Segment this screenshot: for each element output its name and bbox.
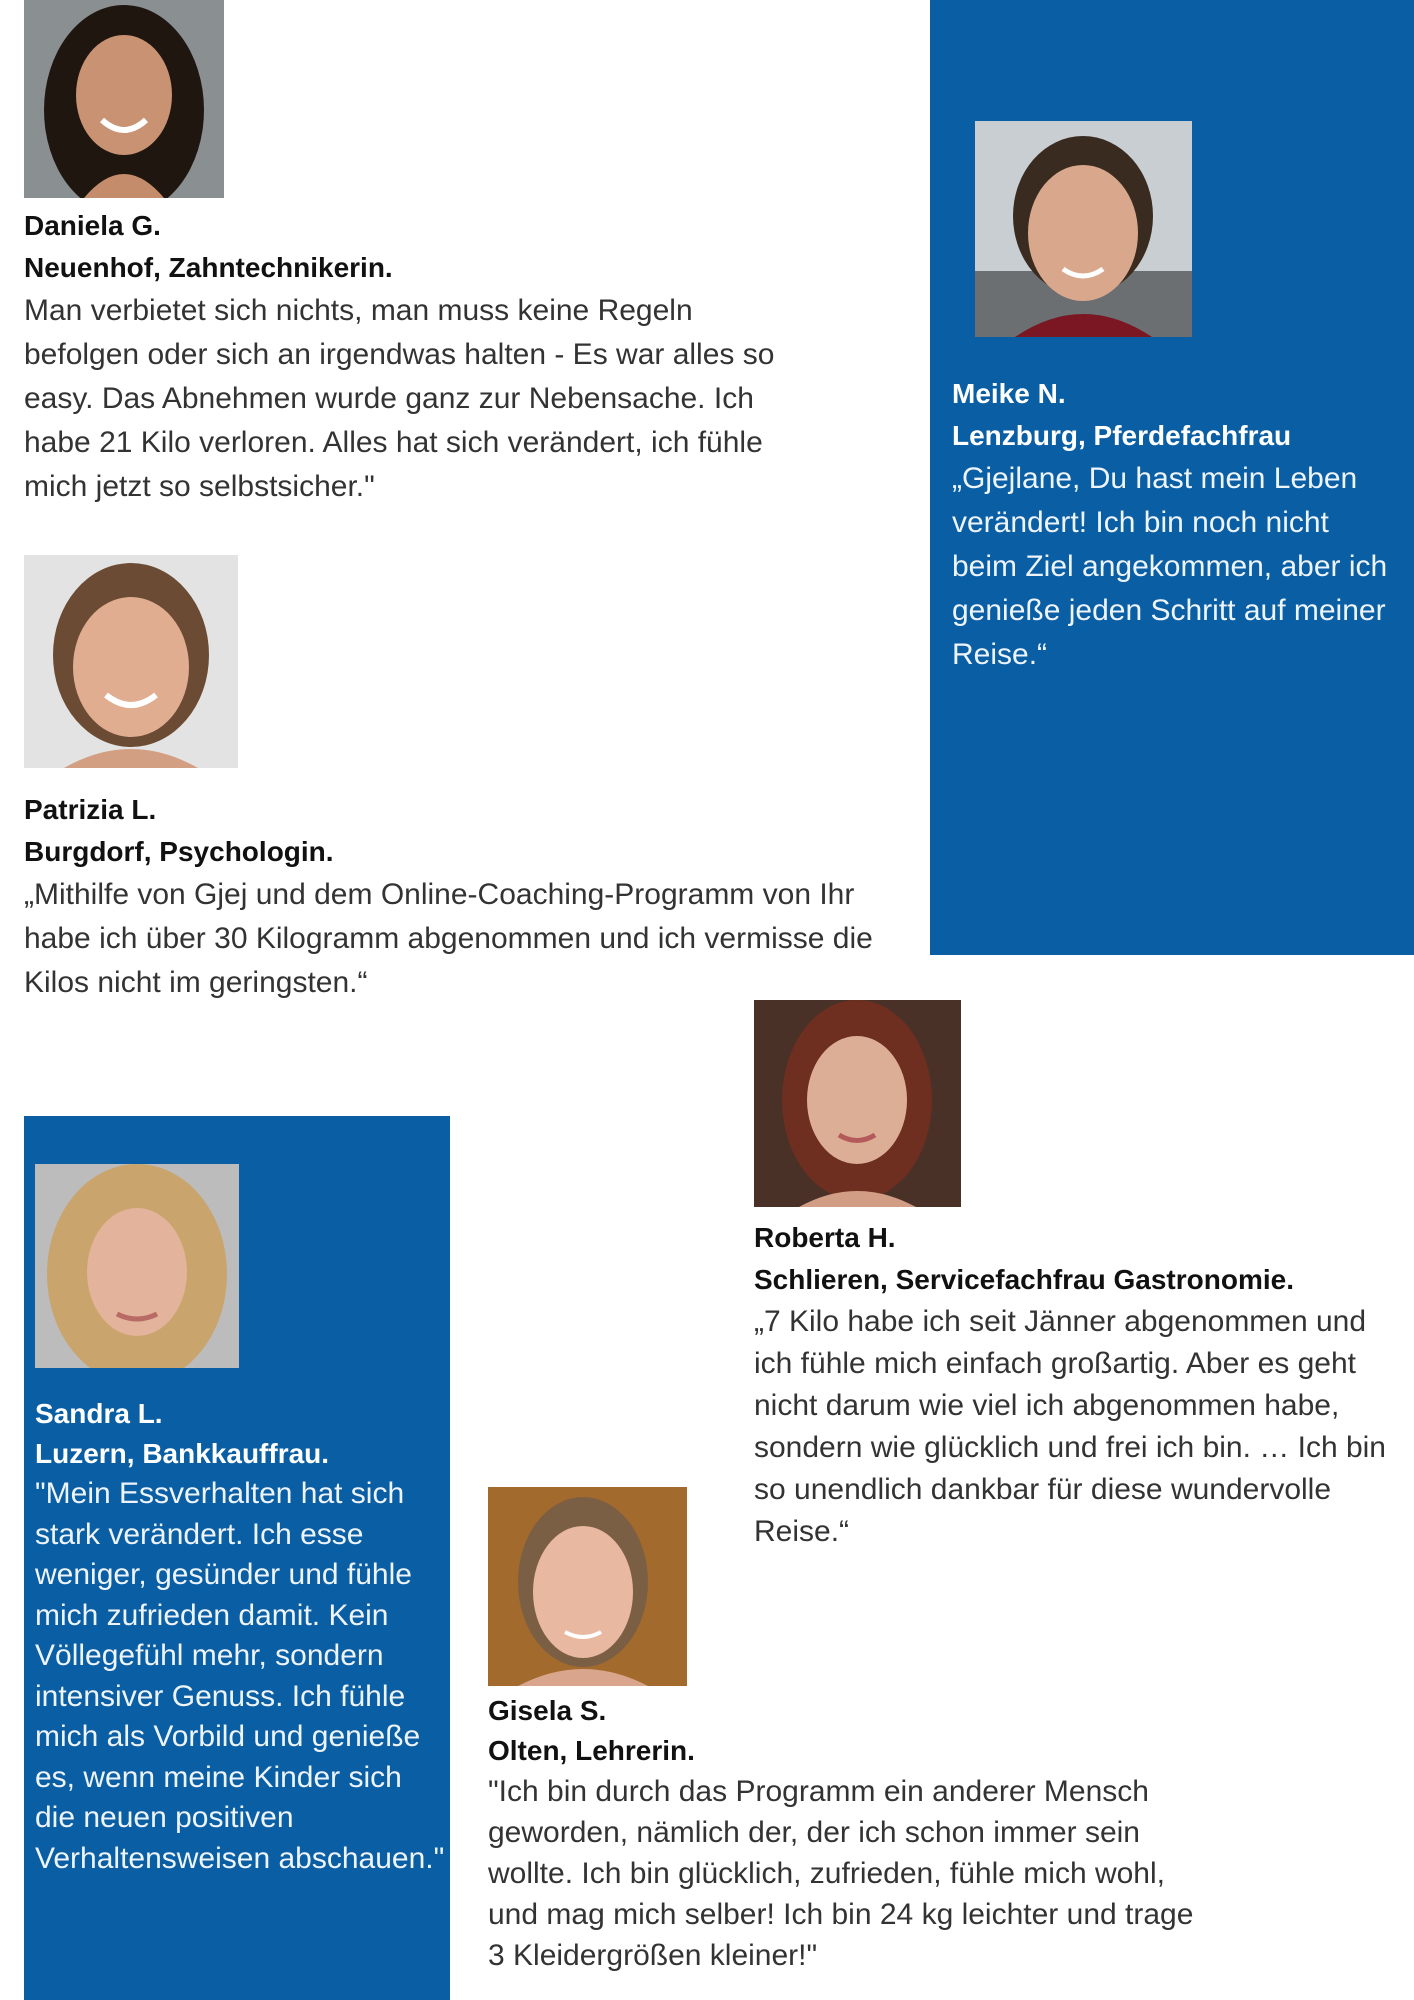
sandra-portrait	[35, 1164, 239, 1368]
roberta-testimonial	[754, 1217, 1404, 1553]
gisela-place: Olten, Lehrerin.	[488, 1735, 695, 1766]
daniela-testimonial	[24, 205, 814, 509]
daniela-name: Daniela G.	[24, 210, 161, 241]
gisela-name: Gisela S.	[488, 1695, 607, 1726]
meike-portrait	[975, 121, 1192, 337]
roberta-name: Roberta H.	[754, 1222, 896, 1253]
meike-testimonial	[952, 373, 1402, 677]
sandra-name: Sandra L.	[35, 1398, 163, 1429]
daniela-portrait	[24, 0, 224, 198]
daniela-quote: Man verbietet sich nichts, man muss keine Regeln befolgen oder sich an irgendwas halten - Es war alles so easy. Das Abnehmen wurde ganz zur Nebensache. Ich habe 21 Kilo verloren. Alles hat sich verändert, ich fühle mich jetzt so selbstsicher."	[24, 294, 775, 503]
meike-quote: „Gjejlane, Du hast mein Leben verändert! Ich bin noch nicht beim Ziel angekommen, aber ich genieße jeden Schritt auf meiner Reise.“	[952, 462, 1388, 671]
patrizia-place: Burgdorf, Psychologin.	[24, 836, 334, 867]
meike-place: Lenzburg, Pferdefachfrau	[952, 420, 1292, 451]
roberta-portrait	[754, 1000, 961, 1207]
daniela-place: Neuenhof, Zahntechnikerin.	[24, 252, 393, 283]
roberta-place: Schlieren, Servicefachfrau Gastronomie.	[754, 1264, 1294, 1295]
meike-name: Meike N.	[952, 378, 1066, 409]
sandra-quote: "Mein Essverhalten hat sich stark verändert. Ich esse weniger, gesünder und fühle mich zufrieden damit. Kein Völlegefühl mehr, sondern intensiver Genuss. Ich fühle mich als Vorbild und genieße es, wenn meine Kinder sich die neuen positiven Verhaltensweisen abschauen."	[35, 1477, 445, 1875]
patrizia-testimonial	[24, 789, 874, 1005]
patrizia-portrait	[24, 555, 238, 768]
gisela-quote: "Ich bin durch das Programm ein anderer Mensch geworden, nämlich der, der ich schon immer sein wollte. Ich bin glücklich, zufrieden, fühle mich wohl, und mag mich selber! Ich bin 24 kg leichter und trage 3 Kleidergrößen kleiner!"	[488, 1775, 1194, 1972]
gisela-portrait	[488, 1487, 687, 1686]
gisela-testimonial	[488, 1691, 1208, 1976]
sandra-place: Luzern, Bankkauffrau.	[35, 1438, 330, 1469]
patrizia-name: Patrizia L.	[24, 794, 157, 825]
roberta-quote: „7 Kilo habe ich seit Jänner abgenommen und ich fühle mich einfach großartig. Aber es geht nicht darum wie viel ich abgenommen habe, sondern wie glücklich und frei ich bin. … Ich bin so unendlich dankbar für diese wundervolle Reise.“	[754, 1305, 1386, 1548]
sandra-testimonial	[35, 1394, 445, 1879]
patrizia-quote: „Mithilfe von Gjej und dem Online-Coaching-Programm von Ihr habe ich über 30 Kilogramm abgenommen und ich vermisse die Kilos nicht im geringsten.“	[24, 878, 873, 999]
